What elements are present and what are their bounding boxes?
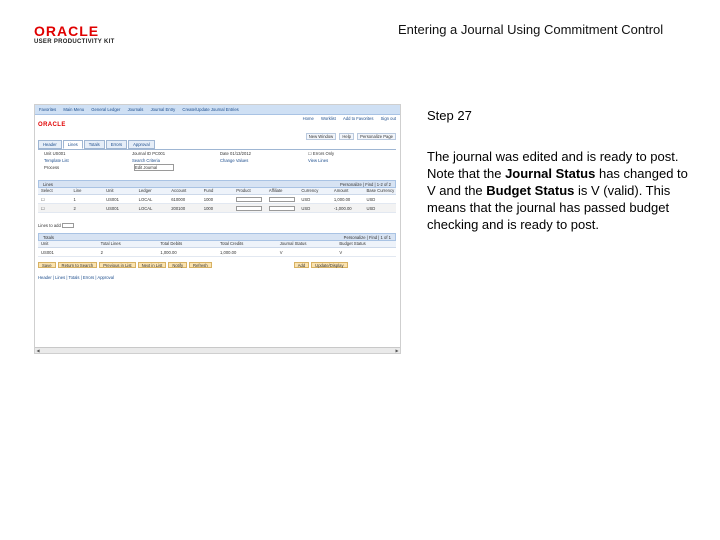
total-credits: 1,000.00 [220, 249, 237, 255]
oracle-upk-logo [34, 24, 126, 45]
scroll-left-icon[interactable]: ◀ [36, 348, 40, 353]
desc-bold-journal-status: Journal Status [505, 166, 596, 181]
header-row-3 [38, 164, 396, 171]
column-header: Product [236, 188, 251, 193]
column-header: Account [171, 188, 187, 193]
fund-cell[interactable]: 1000 [203, 205, 214, 211]
tab-lines[interactable]: Lines [63, 140, 83, 149]
column-header: Fund [203, 188, 214, 193]
column-header: Ledger [138, 188, 152, 193]
horizontal-scrollbar[interactable] [35, 347, 400, 353]
lines-grid-columns [38, 188, 396, 195]
column-header: Total Debits [160, 241, 183, 246]
lines-to-add-input[interactable] [62, 223, 74, 228]
step-description [427, 148, 689, 233]
column-header: Total Lines [100, 241, 121, 246]
new-window-link[interactable]: New Window [306, 133, 336, 140]
budget-status: V [339, 249, 343, 255]
breadcrumb-nav [35, 105, 400, 115]
subnav-favorites[interactable]: Add to Favorites [342, 116, 374, 121]
ledger-cell[interactable]: LOCAL [138, 196, 153, 202]
upk-subtitle: USER PRODUCTIVITY KIT [34, 39, 115, 45]
select-checkbox[interactable]: ☐ [41, 205, 45, 211]
oracle-brand: ORACLE [34, 23, 100, 39]
date-value: 01/13/2012 [230, 151, 251, 156]
add-button[interactable]: Add [294, 262, 309, 268]
lines-grid-nav[interactable]: Personalize | Find | 1-2 of 2 [339, 182, 391, 187]
template-list-link[interactable]: Template List [44, 158, 69, 163]
help-link[interactable]: Help [339, 133, 354, 140]
date-field [220, 151, 308, 156]
table-row [38, 248, 396, 257]
base-currency-cell: USD [366, 205, 376, 211]
select-checkbox[interactable]: ☐ [41, 196, 45, 202]
nav-item[interactable]: Journals [127, 107, 144, 112]
column-header: Unit [41, 241, 49, 246]
lines-grid-header [38, 180, 396, 188]
line-number: 2 [73, 205, 76, 211]
unit-cell[interactable]: US001 [106, 205, 119, 211]
column-header: Currency [301, 188, 319, 193]
account-cell[interactable]: 200100 [171, 205, 186, 211]
universal-nav [35, 115, 400, 122]
column-header: Budget Status [339, 241, 366, 246]
unit-value: US001 [52, 151, 66, 156]
errors-only-checkbox[interactable]: ☐ Errors Only [308, 151, 335, 156]
currency-cell[interactable]: USD [301, 205, 311, 211]
totals-grid-header [38, 233, 396, 241]
journal-id-field [132, 151, 220, 156]
app-logo: ORACLE [38, 122, 66, 128]
date-label: Date [220, 151, 229, 156]
totals-unit: US001 [41, 249, 54, 255]
product-cell[interactable] [233, 196, 266, 201]
subnav-home[interactable]: Home [302, 116, 314, 121]
column-header: Affiliate [268, 188, 283, 193]
search-criteria-link[interactable]: Search Criteria [132, 158, 160, 163]
nav-item[interactable]: General Ledger [91, 107, 121, 112]
column-header: Select [41, 188, 53, 193]
totals-grid-nav[interactable]: Personalize | Find | 1 of 1 [343, 235, 391, 240]
total-lines: 2 [100, 249, 104, 255]
desc-text-2: has changed to V and the [427, 166, 688, 198]
column-header: Journal Status [279, 241, 307, 246]
line-number: 1 [73, 196, 76, 202]
next-in-list-button[interactable]: Next in List [138, 262, 167, 268]
view-lines-link[interactable]: View Lines [308, 158, 329, 163]
column-header: Unit [106, 188, 114, 193]
base-currency-cell: USD [366, 196, 376, 202]
bottom-tab-links[interactable]: Header | Lines | Totals | Errors | Approval [38, 275, 114, 280]
lines-grid [38, 180, 396, 213]
totals-grid-title: Totals [43, 235, 54, 240]
journal-header [38, 149, 396, 171]
embedded-screenshot [34, 104, 401, 354]
lines-to-add [38, 223, 396, 228]
unit-field [44, 151, 132, 156]
tab-approval[interactable]: Approval [128, 140, 155, 149]
nav-item[interactable]: Favorites [39, 107, 57, 112]
totals-grid-columns [38, 241, 396, 248]
tab-header[interactable]: Header [38, 140, 62, 149]
process-select[interactable]: Edit Journal [134, 164, 174, 171]
unit-cell[interactable]: US001 [106, 196, 119, 202]
subnav-signout[interactable]: Sign out [380, 116, 396, 121]
header-row-2 [38, 157, 396, 164]
account-cell[interactable]: 610000 [171, 196, 186, 202]
desc-bold-budget-status: Budget Status [486, 183, 575, 198]
journal-id-label: Journal ID [132, 151, 152, 156]
notify-button[interactable]: Notify [168, 262, 187, 268]
desc-text-3: is V (valid). This means that the journal has passed budget checking and is ready to post. [427, 183, 671, 232]
nav-item[interactable]: Journal Entry [150, 107, 176, 112]
page-tabs [38, 140, 156, 149]
action-bar [38, 262, 348, 268]
personalize-link[interactable]: Personalize Page [357, 133, 396, 140]
ledger-cell[interactable]: LOCAL [138, 205, 153, 211]
total-debits: 1,000.00 [160, 249, 177, 255]
previous-in-list-button[interactable]: Previous in List [99, 262, 135, 268]
amount-cell[interactable]: -1,000.00 [333, 205, 352, 211]
totals-grid [38, 233, 396, 257]
save-button[interactable]: Save [38, 262, 56, 268]
nav-item[interactable]: Create/Update Journal Entries [182, 107, 239, 112]
desc-text-1: The journal was edited and is ready to post. Note that the [427, 149, 679, 181]
currency-cell[interactable]: USD [301, 196, 311, 202]
column-header: Amount [333, 188, 349, 193]
column-header: Base Currency [366, 188, 395, 193]
tab-errors[interactable]: Errors [106, 140, 127, 149]
process-label: Process [44, 165, 60, 170]
unit-label: Unit [44, 151, 52, 156]
column-header: Total Credits [220, 241, 244, 246]
affiliate-cell[interactable] [266, 205, 299, 210]
affiliate-cell[interactable] [266, 196, 299, 201]
update-display-button[interactable]: Update/Display [311, 262, 347, 268]
amount-cell[interactable]: 1,000.00 [333, 196, 351, 202]
lines-to-add-label: Lines to add [38, 223, 61, 228]
refresh-button[interactable]: Refresh [189, 262, 212, 268]
change-values-link[interactable]: Change Values [220, 158, 249, 163]
tab-totals[interactable]: Totals [84, 140, 105, 149]
subnav-worklist[interactable]: Worklist [320, 116, 336, 121]
journal-id-value: PC001 [152, 151, 166, 156]
column-header: Line [73, 188, 82, 193]
journal-status: V [279, 249, 283, 255]
page-links [304, 134, 396, 139]
header-row-1 [38, 150, 396, 157]
document-title: Entering a Journal Using Commitment Control [398, 22, 664, 37]
nav-item[interactable]: Main Menu [63, 107, 85, 112]
step-number: Step 27 [427, 108, 472, 123]
table-row [38, 195, 396, 204]
return-to-search-button[interactable]: Return to Search [58, 262, 98, 268]
fund-cell[interactable]: 1000 [203, 196, 214, 202]
product-cell[interactable] [233, 205, 266, 210]
table-row [38, 204, 396, 213]
lines-grid-title: Lines [43, 182, 54, 187]
scroll-right-icon[interactable]: ▶ [395, 348, 399, 353]
errors-only-label: Errors Only [312, 151, 335, 156]
